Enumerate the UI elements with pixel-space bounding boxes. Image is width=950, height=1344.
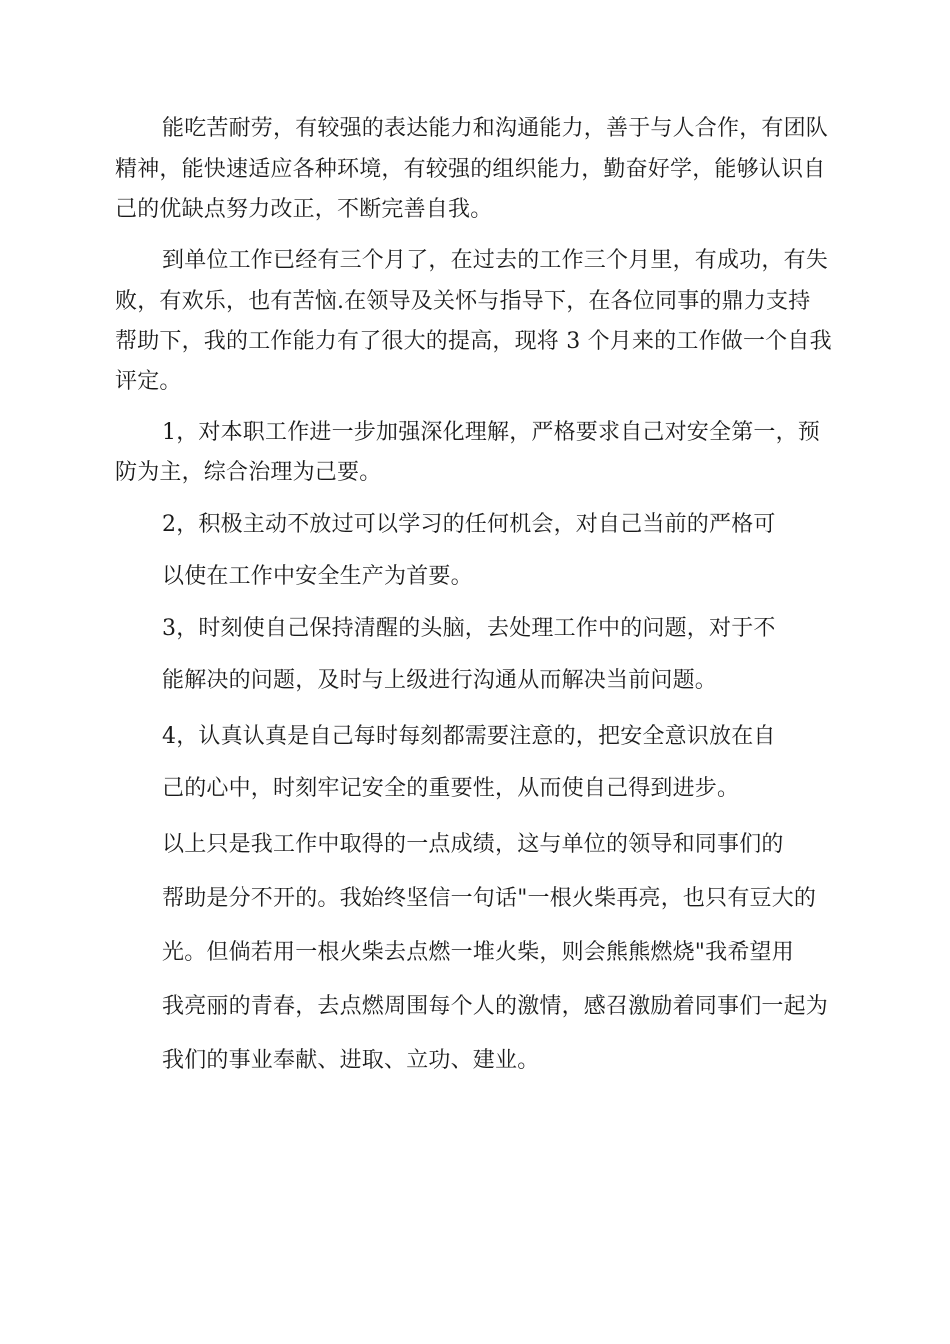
item-4-line-1: 4，认真认真是自己每时每刻都需要注意的，把安全意识放在自 — [162, 724, 776, 749]
paragraph-1-line-2: 精神，能快速适应各种环境，有较强的组织能力，勤奋好学，能够认识自 — [115, 157, 826, 182]
closing-line-5: 我们的事业奉献、进取、立功、建业。 — [162, 1048, 540, 1073]
paragraph-2-line-4: 评定。 — [115, 369, 182, 394]
closing-line-3: 光。但倘若用一根火柴去点燃一堆火柴，则会熊熊燃烧"我希望用 — [162, 940, 794, 965]
paragraph-1-line-3: 己的优缺点努力改正，不断完善自我。 — [115, 197, 493, 222]
closing-line-4: 我亮丽的青春，去点燃周围每个人的激情，感召激励着同事们一起为 — [162, 994, 829, 1019]
item-2-line-2: 以使在工作中安全生产为首要。 — [162, 564, 473, 589]
item-2-line-1: 2，积极主动不放过可以学习的任何机会，对自己当前的严格可 — [162, 512, 776, 537]
closing-line-1: 以上只是我工作中取得的一点成绩，这与单位的领导和同事们的 — [162, 832, 784, 857]
paragraph-2-line-3: 帮助下，我的工作能力有了很大的提高，现将 3 个月来的工作做一个自我 — [115, 329, 832, 354]
item-3-line-2: 能解决的问题，及时与上级进行沟通从而解决当前问题。 — [162, 668, 718, 693]
closing-line-2: 帮助是分不开的。我始终坚信一句话"一根火柴再亮，也只有豆大的 — [162, 886, 817, 911]
item-3-line-1: 3，时刻使自己保持清醒的头脑，去处理工作中的问题，对于不 — [162, 616, 776, 641]
item-1-line-2: 防为主，综合治理为己要。 — [115, 460, 382, 485]
item-4-line-2: 己的心中，时刻牢记安全的重要性，从而使自己得到进步。 — [162, 776, 740, 801]
paragraph-2-line-1: 到单位工作已经有三个月了，在过去的工作三个月里，有成功，有失 — [162, 248, 829, 273]
paragraph-1-line-1: 能吃苦耐劳，有较强的表达能力和沟通能力，善于与人合作，有团队 — [162, 116, 829, 141]
paragraph-2-line-2: 败，有欢乐，也有苦恼.在领导及关怀与指导下，在各位同事的鼎力支持 — [115, 289, 811, 314]
item-1-line-1: 1，对本职工作进一步加强深化理解，严格要求自己对安全第一，预 — [162, 420, 820, 445]
